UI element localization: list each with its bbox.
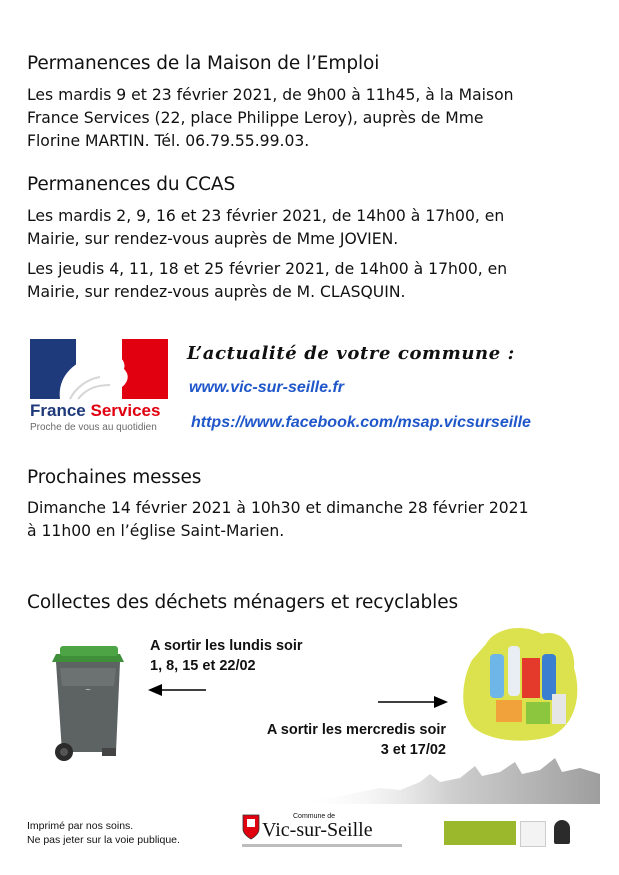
text-line: Mairie, sur rendez-vous auprès de Mme JOVIEN. (27, 230, 399, 248)
text-line: Mairie, sur rendez-vous auprès de M. CLASQUIN. (27, 283, 406, 301)
wheelie-bin-icon (46, 640, 130, 766)
paragraph-ccas-jeudis (27, 258, 593, 304)
paragraph-maison-emploi (27, 84, 593, 153)
heading-maison-emploi: Permanences de la Maison de l’Emploi (27, 53, 380, 74)
arrow-right-icon (378, 695, 448, 709)
text-line: Florine MARTIN. Tél. 06.79.55.99.03. (27, 132, 310, 150)
heading-ccas: Permanences du CCAS (27, 174, 236, 195)
partner-emblem-icon (554, 820, 570, 844)
france-services-brand: France Services (30, 401, 161, 420)
website-link[interactable]: www.vic-sur-seille.fr (189, 379, 345, 396)
commune-label-small: Commune de (293, 813, 336, 820)
text-line: Dimanche 14 février 2021 à 10h30 et dimanche 28 février 2021 (27, 499, 529, 517)
heading-messes: Prochaines messes (27, 467, 202, 488)
recycling-bag-icon (456, 624, 586, 742)
facebook-link[interactable]: https://www.facebook.com/msap.vicsurseille (191, 414, 531, 431)
svg-text:~: ~ (85, 686, 91, 694)
bin-collection-text: A sortir les lundis soir 1, 8, 15 et 22/02 (150, 638, 303, 674)
arrow-left-icon (148, 683, 206, 697)
text-line: France Services (22, place Philippe Leroy), auprès de Mme (27, 109, 484, 127)
paragraph-ccas-mardis (27, 205, 593, 251)
footer-note: Imprimé par nos soins. Ne pas jeter sur la voie publique. (27, 820, 180, 846)
text-line: Les jeudis 4, 11, 18 et 25 février 2021, de 14h00 à 17h00, en (27, 260, 508, 278)
commune-crest-icon (242, 814, 260, 840)
paragraph-messes (27, 497, 593, 543)
partner-logo (520, 821, 546, 847)
text-line: Les mardis 2, 9, 16 et 23 février 2021, de 14h00 à 17h00, en (27, 207, 505, 225)
villes-villages-fleuris-logo (444, 821, 516, 845)
heading-collectes: Collectes des déchets ménagers et recyclables (27, 592, 459, 613)
village-silhouette (300, 752, 600, 804)
commune-name: Vic-sur-Seille (262, 819, 373, 841)
actualite-headline: L’actualité de votre commune : (187, 343, 515, 364)
commune-subtitle-line (242, 844, 402, 847)
text-line: Les mardis 9 et 23 février 2021, de 9h00 à 11h45, à la Maison (27, 86, 514, 104)
text-line: à 11h00 en l’église Saint-Marien. (27, 522, 285, 540)
bag-collection-text: A sortir les mercredis soir 3 et 17/02 (266, 722, 446, 758)
france-services-tagline: Proche de vous au quotidien (30, 422, 157, 433)
